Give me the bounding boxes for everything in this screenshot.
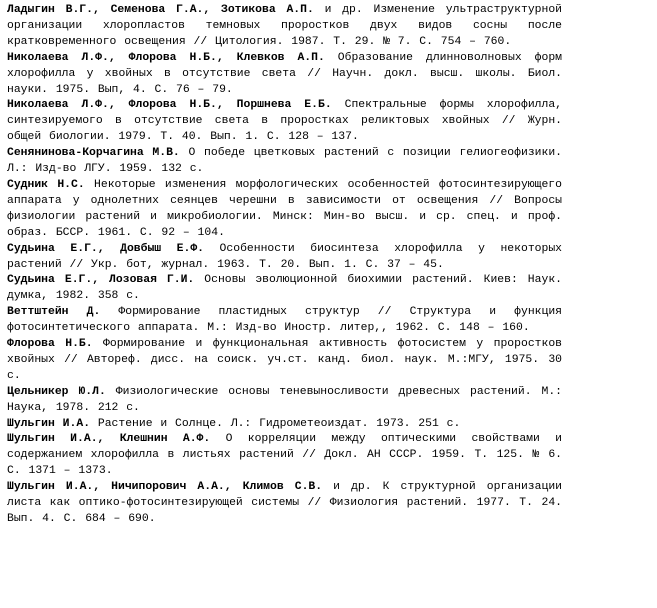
reference-entry (7, 146, 562, 178)
reference-authors: Веттштейн Д. (7, 306, 101, 319)
reference-authors: Николаева Л.Ф., Флорова Н.Б., Поршнева Е.Б. (7, 99, 332, 112)
reference-authors: Николаева Л.Ф., Флорова Н.Б., Клевков А.П. (7, 51, 325, 64)
reference-text: Спектральные формы хлорофилла, синтезируемого в отсутствие света в проростках реликтовых хвойных // Журн. общей биологии. 1979. Т. 40. Вып. 1. С. 128 – 137. (7, 99, 562, 144)
reference-text: Физиологические основы теневыносливости древесных растений. М.: Наука, 1978. 212 с. (7, 385, 562, 414)
reference-entry (7, 98, 562, 146)
reference-text: Формирование и функциональная активность фотосистем у проростков хвойных // Автореф. дисс. на соиск. уч.ст. канд. биол. наук. М.:МГУ, 1975. 30 с. (7, 338, 562, 382)
reference-entry (7, 178, 562, 242)
reference-entry (7, 3, 562, 51)
reference-entry (7, 432, 562, 480)
reference-authors: Судник Н.С. (7, 178, 85, 191)
reference-text: и др. К структурной организации листа как оптико-фотосинтезирующей системы // Физиология растений. 1977. Т. 24. Вып. 4. С. 684 – 690. (7, 481, 562, 525)
reference-authors: Ладыгин В.Г., Семенова Г.А., Зотикова А.П. (7, 4, 314, 16)
reference-text: Особенности биосинтеза хлорофилла у некоторых растений // Укр. бот, журнал. 1963. Т. 20. Вып. 1. С. 37 – 45. (7, 242, 562, 271)
reference-text: О победе цветковых растений с позиции гелиогеофизики. Л.: Изд-во ЛГУ. 1959. 132 с. (7, 147, 562, 176)
reference-text: и др. Изменение ультраструктурной организации хлоропластов темновых проростков двух видов сосны после кратковременного освещения // Цитология. 1987. Т. 29. № 7. С. 754 – 760. (7, 4, 562, 48)
reference-authors: Флорова Н.Б. (7, 338, 93, 351)
reference-entry (7, 305, 562, 337)
reference-text: Образование длинноволновых форм хлорофилла у хвойных в отсутствие света // Научн. докл. высш. школы. Биол. науки. 1975. Вып, 4. С. 76 – 79. (7, 51, 562, 96)
reference-authors: Сенянинова-Корчагина М.В. (7, 147, 180, 160)
reference-entry (7, 480, 562, 528)
reference-authors: Шульгин И.А. (7, 417, 91, 430)
reference-authors: Цельникер Ю.Л. (7, 385, 106, 398)
reference-authors: Судьина Е.Г., Лозовая Г.И. (7, 274, 195, 287)
reference-text: Формирование пластидных структур // Структура и функция фотосинтетического аппарата. М.: Изд-во Иностр. литер,, 1962. С. 148 – 160. (7, 306, 563, 335)
reference-entry (7, 273, 562, 305)
reference-authors: Судьина Е.Г., Довбыш Е.Ф. (7, 242, 205, 255)
reference-entry (7, 417, 562, 433)
reference-text: Растение и Солнце. Л.: Гидрометеоиздат. 1973. 251 с. (90, 417, 461, 430)
reference-entry (7, 51, 562, 99)
reference-text: Основы эволюционной биохимии растений. Киев: Наук. думка, 1982. 358 с. (7, 274, 562, 303)
reference-entry (7, 337, 562, 385)
reference-authors: Шульгин И.А., Клешнин А.Ф. (7, 433, 211, 446)
reference-text: О корреляции между оптическими свойствами и содержанием хлорофилла в листьях растений // Докл. АН СССР. 1959. Т. 125. № 6. С. 1371 – 1373. (7, 433, 562, 478)
reference-entry (7, 385, 562, 417)
reference-entry (7, 242, 562, 274)
reference-text: Некоторые изменения морфологических особенностей фотосинтезирующего аппарата у однолетних сеянцев черешни в зависимости от освещения // Вопросы физиологии растений и микробиологии. Минск: Мин-во высш. и ср. спец. и проф. образ. БССР. 1961. С. 92 – 104. (7, 178, 562, 239)
reference-authors: Шульгин И.А., Ничипорович А.А., Климов С.В. (7, 481, 323, 494)
